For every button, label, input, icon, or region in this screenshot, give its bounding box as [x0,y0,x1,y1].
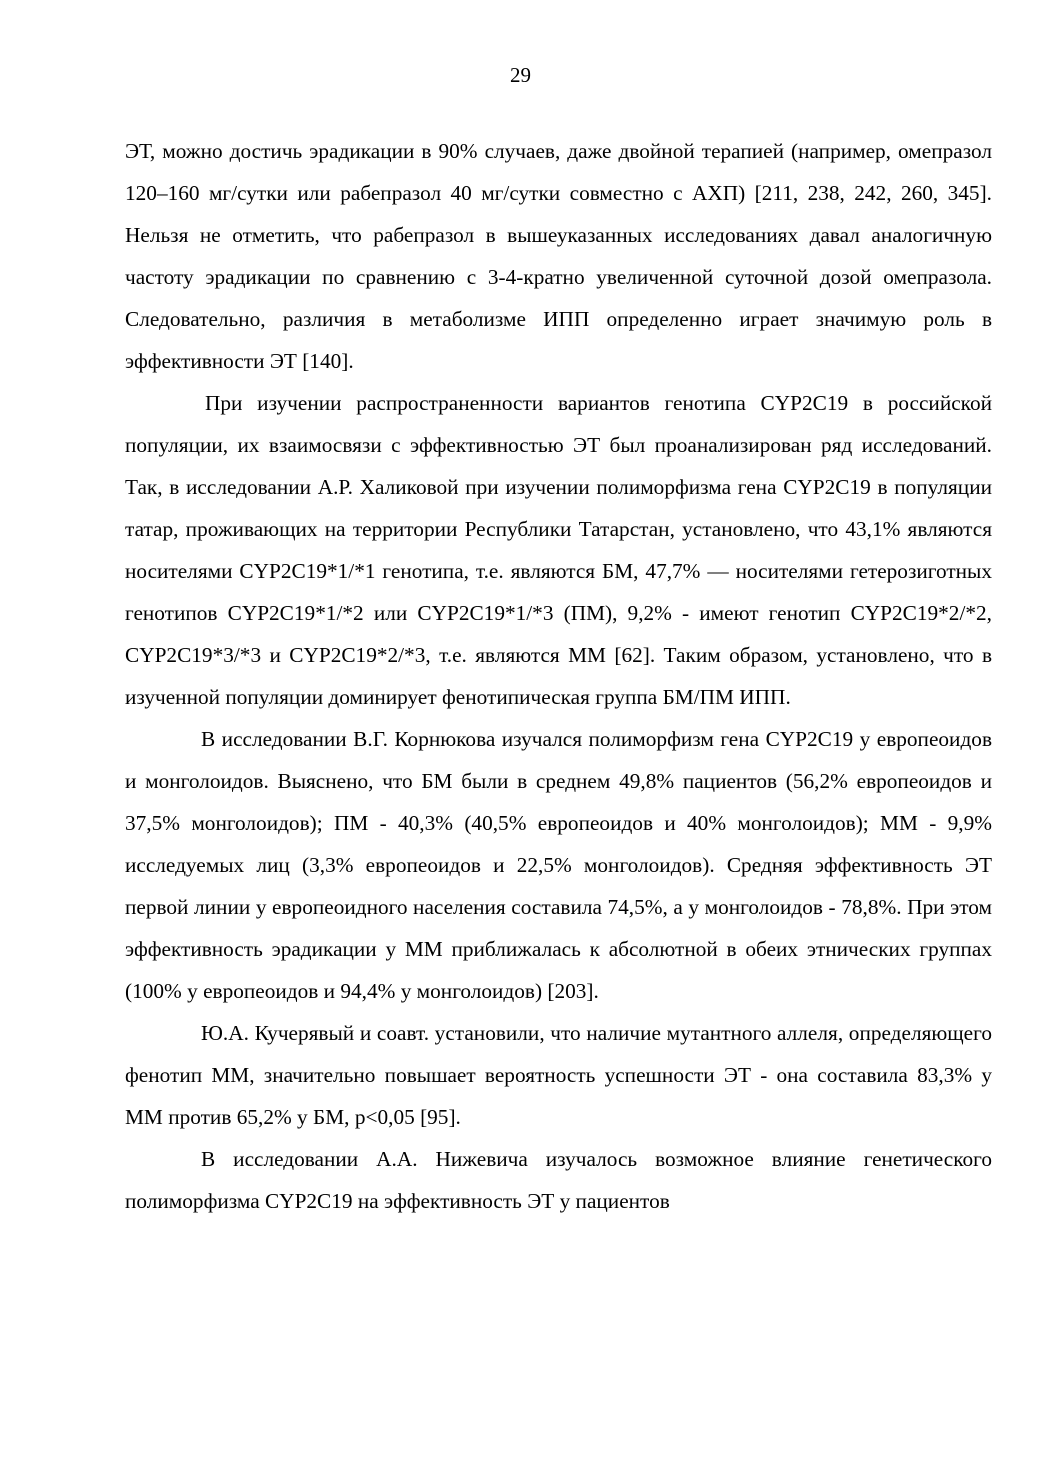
paragraph-3: В исследовании В.Г. Корнюкова изучался полиморфизм гена CYP2C19 у европеоидов и монголоидов. Выяснено, что БМ были в среднем 49,8% пациентов (56,2% европеоидов и 37,5% монголоидов); ПМ - 40,3% (40,5% европеоидов и 40% монголоидов); ММ - 9,9% исследуемых лиц (3,3% европеоидов и 22,5% монголоидов). Средняя эффективность ЭТ первой линии у европеоидного населения составила 74,5%, а у монголоидов - 78,8%. При этом эффективность эрадикации у ММ приближалась к абсолютной в обеих этнических группах (100% у европеоидов и 94,4% у монголоидов) [203]. [125,727,992,1003]
paragraph-5: В исследовании А.А. Нижевича изучалось возможное влияние генетического полиморфизма CYP2C19 на эффективность ЭТ у пациентов [125,1147,992,1213]
paragraph-4: Ю.А. Кучерявый и соавт. установили, что наличие мутантного аллеля, определяющего фенотип ММ, значительно повышает вероятность успешности ЭТ - она составила 83,3% у ММ против 65,2% у БМ, p<0,05 [95]. [125,1021,992,1129]
paragraph-2: При изучении распространенности вариантов генотипа CYP2C19 в российской популяции, их взаимосвязи с эффективностью ЭТ был проанализирован ряд исследований. Так, в исследовании А.Р. Халиковой при изучении полиморфизма гена CYP2C19 в популяции татар, проживающих на территории Республики Татарстан, установлено, что 43,1% являются носителями CYP2C19*1/*1 генотипа, т.е. являются БМ, 47,7% — носителями гетерозиготных генотипов CYP2C19*1/*2 или CYP2C19*1/*3 (ПМ), 9,2% - имеют генотип CYP2C19*2/*2, CYP2C19*3/*3 и CYP2C19*2/*3, т.е. являются ММ [62]. Таким образом, установлено, что в изученной популяции доминирует фенотипическая группа БМ/ПМ ИПП. [125,391,992,709]
document-body [125,130,992,1222]
page-number: 29 [510,63,531,87]
paragraph-1: ЭТ, можно достичь эрадикации в 90% случаев, даже двойной терапией (например, омепразол 120–160 мг/сутки или рабепразол 40 мг/сутки совместно с АХП) [211, 238, 242, 260, 345]. Нельзя не отметить, что рабепразол в вышеуказанных исследованиях давал аналогичную частоту эрадикации по сравнению с 3-4-кратно увеличенной суточной дозой омепразола. Следовательно, различия в метаболизме ИПП определенно играет значимую роль в эффективности ЭТ [140]. [125,139,992,373]
